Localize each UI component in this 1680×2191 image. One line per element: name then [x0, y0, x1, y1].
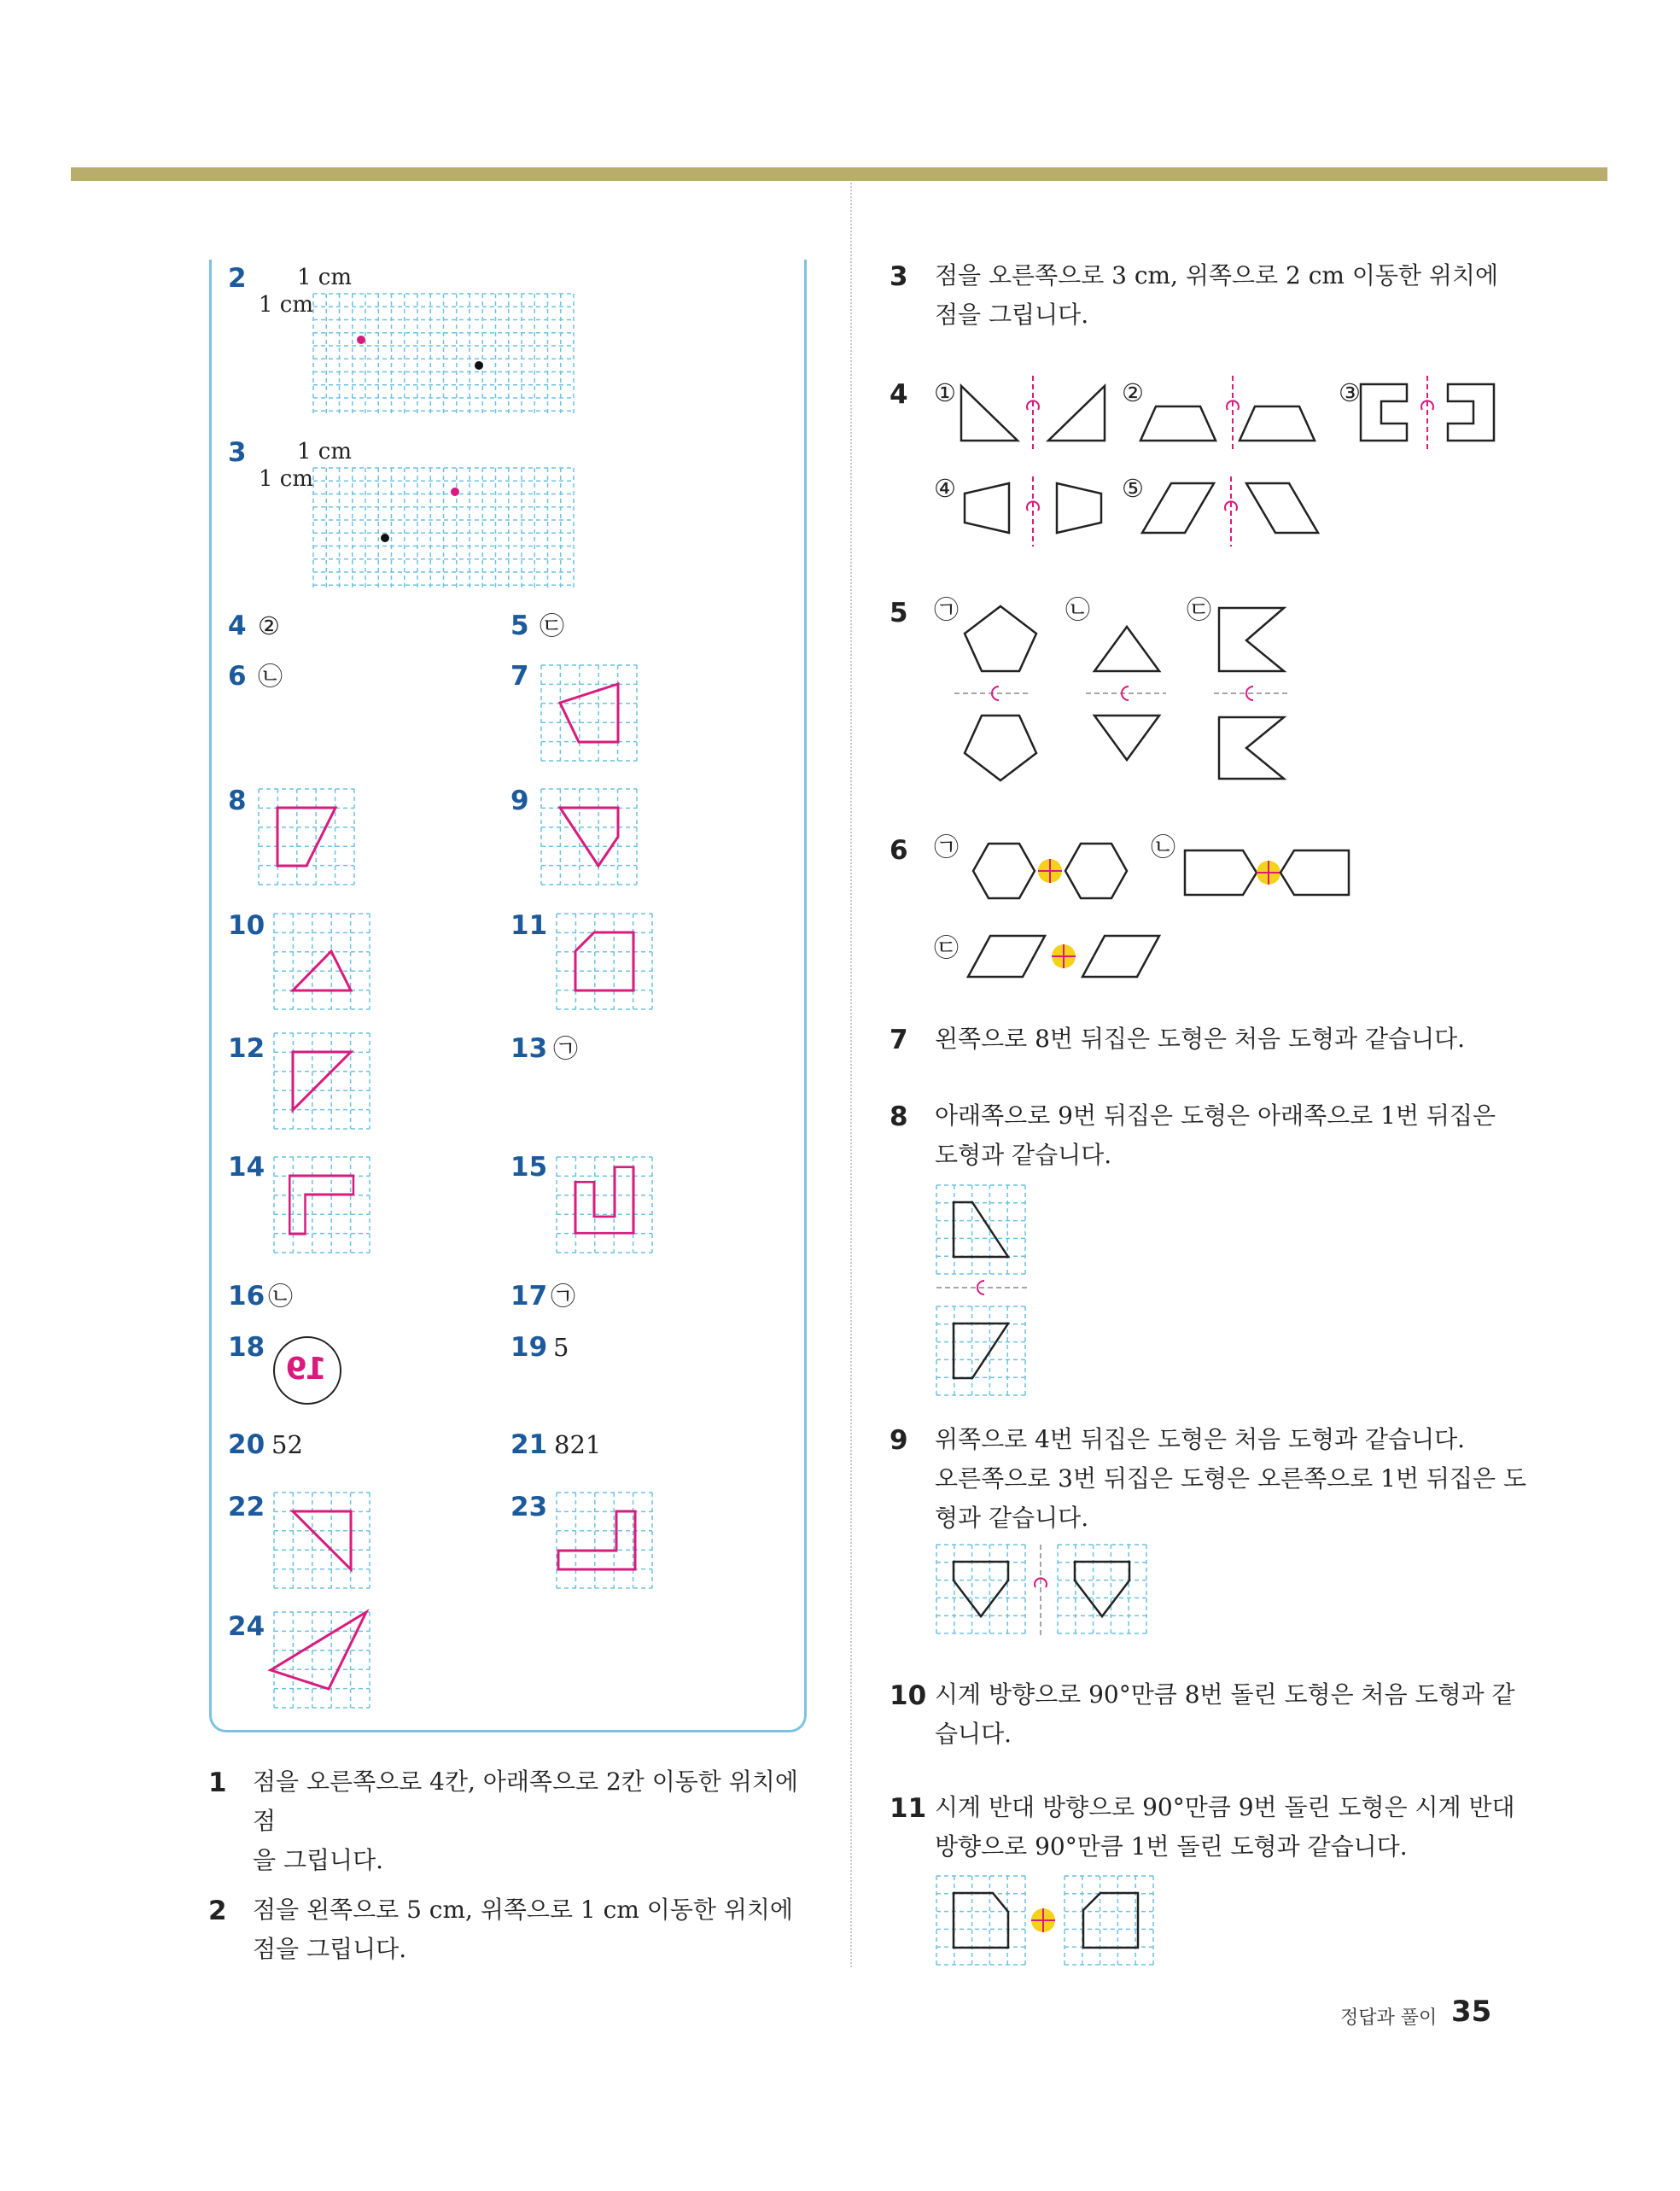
solution-number-5: 5 [890, 598, 908, 628]
answer-9-figure [541, 789, 637, 885]
solution-3-text [935, 256, 1515, 335]
solution-9-flip-figure [936, 1545, 1146, 1635]
solution-9-text [935, 1420, 1532, 1538]
answer-4-value: ② [258, 611, 280, 640]
solution-4-label-2: ② [1122, 378, 1144, 407]
solution-5-label-1: ㉠ [934, 595, 960, 624]
solution-4-label-3: ③ [1339, 378, 1361, 407]
q2-cm-label-h: 1 cm [297, 265, 353, 290]
original-point [381, 534, 389, 542]
solution-number-8: 8 [890, 1101, 908, 1132]
solution-2-line-1: 점을 왼쪽으로 5 cm, 위쪽으로 1 cm 이동한 위치에 [253, 1896, 793, 1924]
answer-number-23: 23 [510, 1492, 548, 1522]
answer-number-6: 6 [228, 661, 247, 692]
answer-number-24: 24 [228, 1611, 265, 1642]
answer-20-value: 52 [271, 1430, 303, 1459]
solution-4-label-4: ④ [934, 474, 956, 503]
solution-6-label-2: ㉡ [1151, 833, 1176, 862]
answer-number-5: 5 [510, 611, 529, 641]
solution-4-label-1: ① [934, 378, 956, 407]
header-accent-bar [71, 167, 1607, 181]
solution-3-line-2: 점을 그립니다. [935, 301, 1089, 329]
q2-dot-grid [313, 294, 574, 413]
solution-6-label-3: ㉢ [934, 933, 960, 962]
answer-number-11: 11 [510, 910, 548, 941]
answer-22-figure [274, 1493, 370, 1588]
answer-number-7: 7 [510, 661, 529, 692]
solution-number-3: 3 [890, 261, 908, 292]
solution-1-line-2: 을 그립니다. [253, 1846, 384, 1874]
answer-18-mirrored-number: 19 [287, 1352, 327, 1387]
answer-number-13: 13 [510, 1033, 548, 1064]
answer-8-figure [259, 789, 354, 885]
solution-number-6: 6 [890, 835, 908, 866]
answer-15-figure [557, 1157, 652, 1253]
solution-11-line-1: 시계 반대 방향으로 90°만큼 9번 돌린 도형은 시계 반대 [935, 1793, 1515, 1821]
moved-point [451, 488, 459, 496]
solution-6-rotate-figures [956, 835, 1366, 989]
answer-7-figure [541, 665, 637, 761]
solution-5-label-3: ㉢ [1187, 595, 1212, 624]
answer-19-value: 5 [553, 1333, 569, 1362]
column-divider [850, 183, 852, 1967]
solution-5-flip-figures [954, 598, 1296, 794]
solution-1-line-1: 점을 오른쪽으로 4칸, 아래쪽으로 2칸 이동한 위치에 점 [253, 1767, 798, 1835]
q3-cm-label-v: 1 cm [259, 466, 314, 492]
solution-8-text [935, 1096, 1532, 1175]
solution-1-text [253, 1762, 816, 1880]
answer-number-8: 8 [228, 786, 247, 816]
answer-number-17: 17 [510, 1281, 548, 1312]
answer-number-10: 10 [228, 910, 265, 941]
solution-number-1: 1 [208, 1767, 227, 1798]
answer-number-12: 12 [228, 1033, 265, 1064]
answer-16-value: ㉡ [268, 1282, 294, 1311]
solution-3-line-1: 점을 오른쪽으로 3 cm, 위쪽으로 2 cm 이동한 위치에 [935, 261, 1499, 289]
solution-9-line-1: 위쪽으로 4번 뒤집은 도형은 처음 도형과 같습니다. [935, 1425, 1466, 1453]
answer-number-14: 14 [228, 1152, 265, 1183]
solution-number-7: 7 [890, 1025, 908, 1055]
answer-number-4: 4 [228, 611, 247, 641]
q3-dot-grid [313, 468, 574, 587]
page-number: 35 [1451, 1995, 1492, 2029]
solution-4-flip-figures [956, 376, 1485, 546]
answer-13-value: ㉠ [553, 1034, 579, 1063]
answer-23-figure [557, 1493, 652, 1588]
answer-17-value: ㉠ [551, 1282, 576, 1311]
solution-number-2: 2 [208, 1896, 227, 1926]
solution-10-line-1: 시계 방향으로 90°만큼 8번 돌린 도형은 처음 도형과 같 [935, 1680, 1515, 1709]
answer-number-16: 16 [228, 1281, 265, 1312]
moved-point [357, 336, 365, 344]
solution-8-flip-figure [936, 1185, 1027, 1395]
answer-number-3: 3 [228, 437, 247, 468]
solution-6-label-1: ㉠ [934, 833, 960, 862]
footer-label: 정답과 풀이 [1340, 2007, 1438, 2029]
solution-number-10: 10 [890, 1680, 927, 1711]
solution-10-text [935, 1675, 1532, 1754]
solution-2-line-2: 점을 그립니다. [253, 1935, 407, 1963]
solution-number-4: 4 [890, 379, 908, 410]
solution-8-line-2: 도형과 같습니다. [935, 1141, 1112, 1169]
answer-12-figure [274, 1033, 370, 1129]
solution-4-label-5: ⑤ [1122, 474, 1144, 503]
solution-5-label-2: ㉡ [1065, 595, 1091, 624]
answer-number-2: 2 [228, 263, 247, 294]
q2-cm-label-v: 1 cm [259, 292, 314, 318]
solution-7-text: 왼쪽으로 8번 뒤집은 도형은 처음 도형과 같습니다. [935, 1025, 1466, 1053]
solution-11-line-2: 방향으로 90°만큼 1번 돌린 도형과 같습니다. [935, 1832, 1408, 1861]
solution-2-text [253, 1890, 816, 1969]
answer-10-figure [274, 914, 370, 1009]
answer-number-21: 21 [510, 1429, 548, 1460]
answer-21-value: 821 [554, 1430, 602, 1459]
solution-9-line-2: 오른쪽으로 3번 뒤집은 도형은 오른쪽으로 1번 뒤집은 도 [935, 1464, 1526, 1493]
answer-number-15: 15 [510, 1152, 548, 1183]
answer-11-figure [557, 914, 652, 1009]
solution-11-text [935, 1788, 1532, 1867]
original-point [475, 361, 483, 370]
solution-number-11: 11 [890, 1793, 927, 1824]
answer-24-figure [274, 1612, 370, 1708]
solution-9-line-3: 형과 같습니다. [935, 1504, 1089, 1532]
answer-number-22: 22 [228, 1492, 265, 1522]
answer-number-19: 19 [510, 1332, 548, 1363]
answer-number-9: 9 [510, 786, 529, 816]
answer-number-18: 18 [228, 1332, 265, 1363]
solution-8-line-1: 아래쪽으로 9번 뒤집은 도형은 아래쪽으로 1번 뒤집은 [935, 1101, 1496, 1130]
solution-number-9: 9 [890, 1425, 908, 1456]
answer-14-figure [274, 1157, 370, 1253]
q3-cm-label-h: 1 cm [297, 439, 353, 464]
solution-10-line-2: 습니다. [935, 1720, 1012, 1748]
answer-18-circle [273, 1336, 341, 1405]
answer-6-value: ㉡ [258, 662, 283, 691]
answer-number-20: 20 [228, 1429, 265, 1460]
answer-5-value: ㉢ [540, 611, 565, 640]
solution-11-rotate-figure [936, 1876, 1155, 1966]
